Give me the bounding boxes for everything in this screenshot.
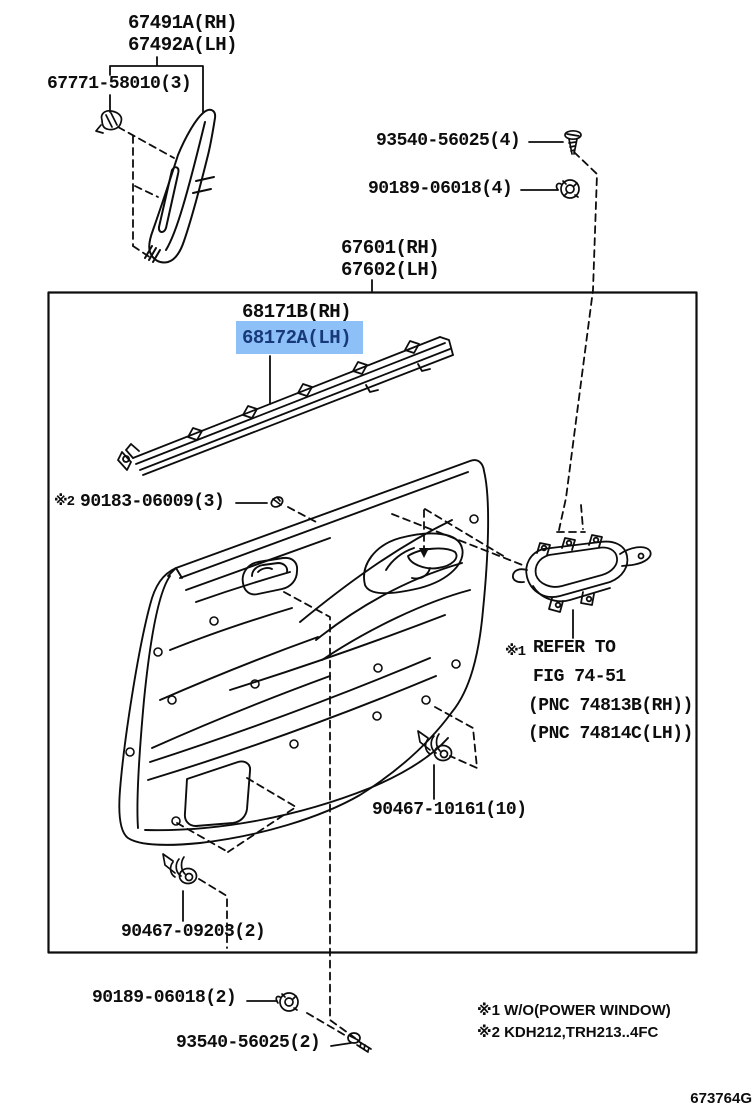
label-clip-10161[interactable] bbox=[372, 800, 527, 820]
label-clip-90183[interactable] bbox=[54, 492, 224, 513]
part-number-67771: 67771-58010(3) bbox=[47, 74, 192, 94]
pillar-garnish-drawing bbox=[145, 110, 215, 263]
panel-clip-holes bbox=[126, 515, 478, 825]
part-number-90183: 90183-06009(3) bbox=[80, 492, 225, 512]
label-door-trim[interactable] bbox=[341, 237, 439, 281]
part-number-67601: 67601(RH) bbox=[341, 237, 440, 259]
screw-bottom-icon bbox=[348, 1033, 371, 1052]
label-clip-09203[interactable] bbox=[121, 922, 265, 942]
label-grommet-bottom[interactable] bbox=[92, 988, 236, 1008]
marker-1: ※1 bbox=[505, 644, 526, 660]
part-number-68171: 68171B(RH) bbox=[242, 301, 352, 323]
label-pillar-clip[interactable] bbox=[47, 74, 191, 94]
footnote-1: ※1 W/O(POWER WINDOW) bbox=[477, 1002, 671, 1019]
part-number-67492: 67492A(LH) bbox=[128, 34, 238, 56]
footnote-2: ※2 KDH212,TRH213..4FC bbox=[477, 1024, 659, 1041]
refer-text-line1: REFER TO bbox=[533, 638, 616, 658]
label-pillar-garnish[interactable] bbox=[128, 12, 237, 56]
label-pointer-lines bbox=[110, 57, 573, 1046]
refer-text-line2: FIG 74-51 bbox=[533, 667, 626, 687]
pillar-clip-icon bbox=[96, 111, 121, 133]
clip-09203-icon bbox=[163, 854, 197, 884]
screw-top-icon bbox=[565, 131, 581, 154]
marker-2: ※2 bbox=[54, 494, 75, 510]
label-grommet-top[interactable] bbox=[368, 179, 512, 199]
part-number-90189-2: 90189-06018(2) bbox=[92, 988, 237, 1008]
part-number-10161: 90467-10161(10) bbox=[372, 800, 527, 820]
refer-text-line4: (PNC 74814C(LH)) bbox=[528, 724, 693, 744]
door-pull-handle-drawing bbox=[513, 535, 651, 612]
label-belt-moulding-rh[interactable] bbox=[242, 301, 351, 323]
part-number-67491: 67491A(RH) bbox=[128, 12, 238, 34]
clip-90183-icon bbox=[270, 495, 285, 509]
label-screw-top[interactable] bbox=[376, 131, 520, 151]
label-screw-bottom[interactable] bbox=[176, 1033, 320, 1053]
drawing-code: 673764G bbox=[690, 1090, 752, 1107]
part-number-93540-4: 93540-56025(4) bbox=[376, 131, 521, 151]
part-number-68172: 68172A(LH) bbox=[242, 327, 352, 349]
part-number-09203: 90467-09203(2) bbox=[121, 922, 266, 942]
door-trim-panel-drawing bbox=[119, 460, 488, 845]
part-number-90189-4: 90189-06018(4) bbox=[368, 179, 513, 199]
belt-moulding-drawing bbox=[118, 337, 453, 475]
refer-text-line3: (PNC 74813B(RH)) bbox=[528, 696, 693, 716]
part-number-93540-2: 93540-56025(2) bbox=[176, 1033, 321, 1053]
label-refer-to[interactable] bbox=[505, 638, 715, 748]
grommet-bottom-icon bbox=[276, 993, 298, 1011]
grommet-top-icon bbox=[557, 180, 579, 198]
label-belt-moulding-lh-selected[interactable] bbox=[242, 327, 351, 349]
part-number-67602: 67602(LH) bbox=[341, 259, 440, 281]
